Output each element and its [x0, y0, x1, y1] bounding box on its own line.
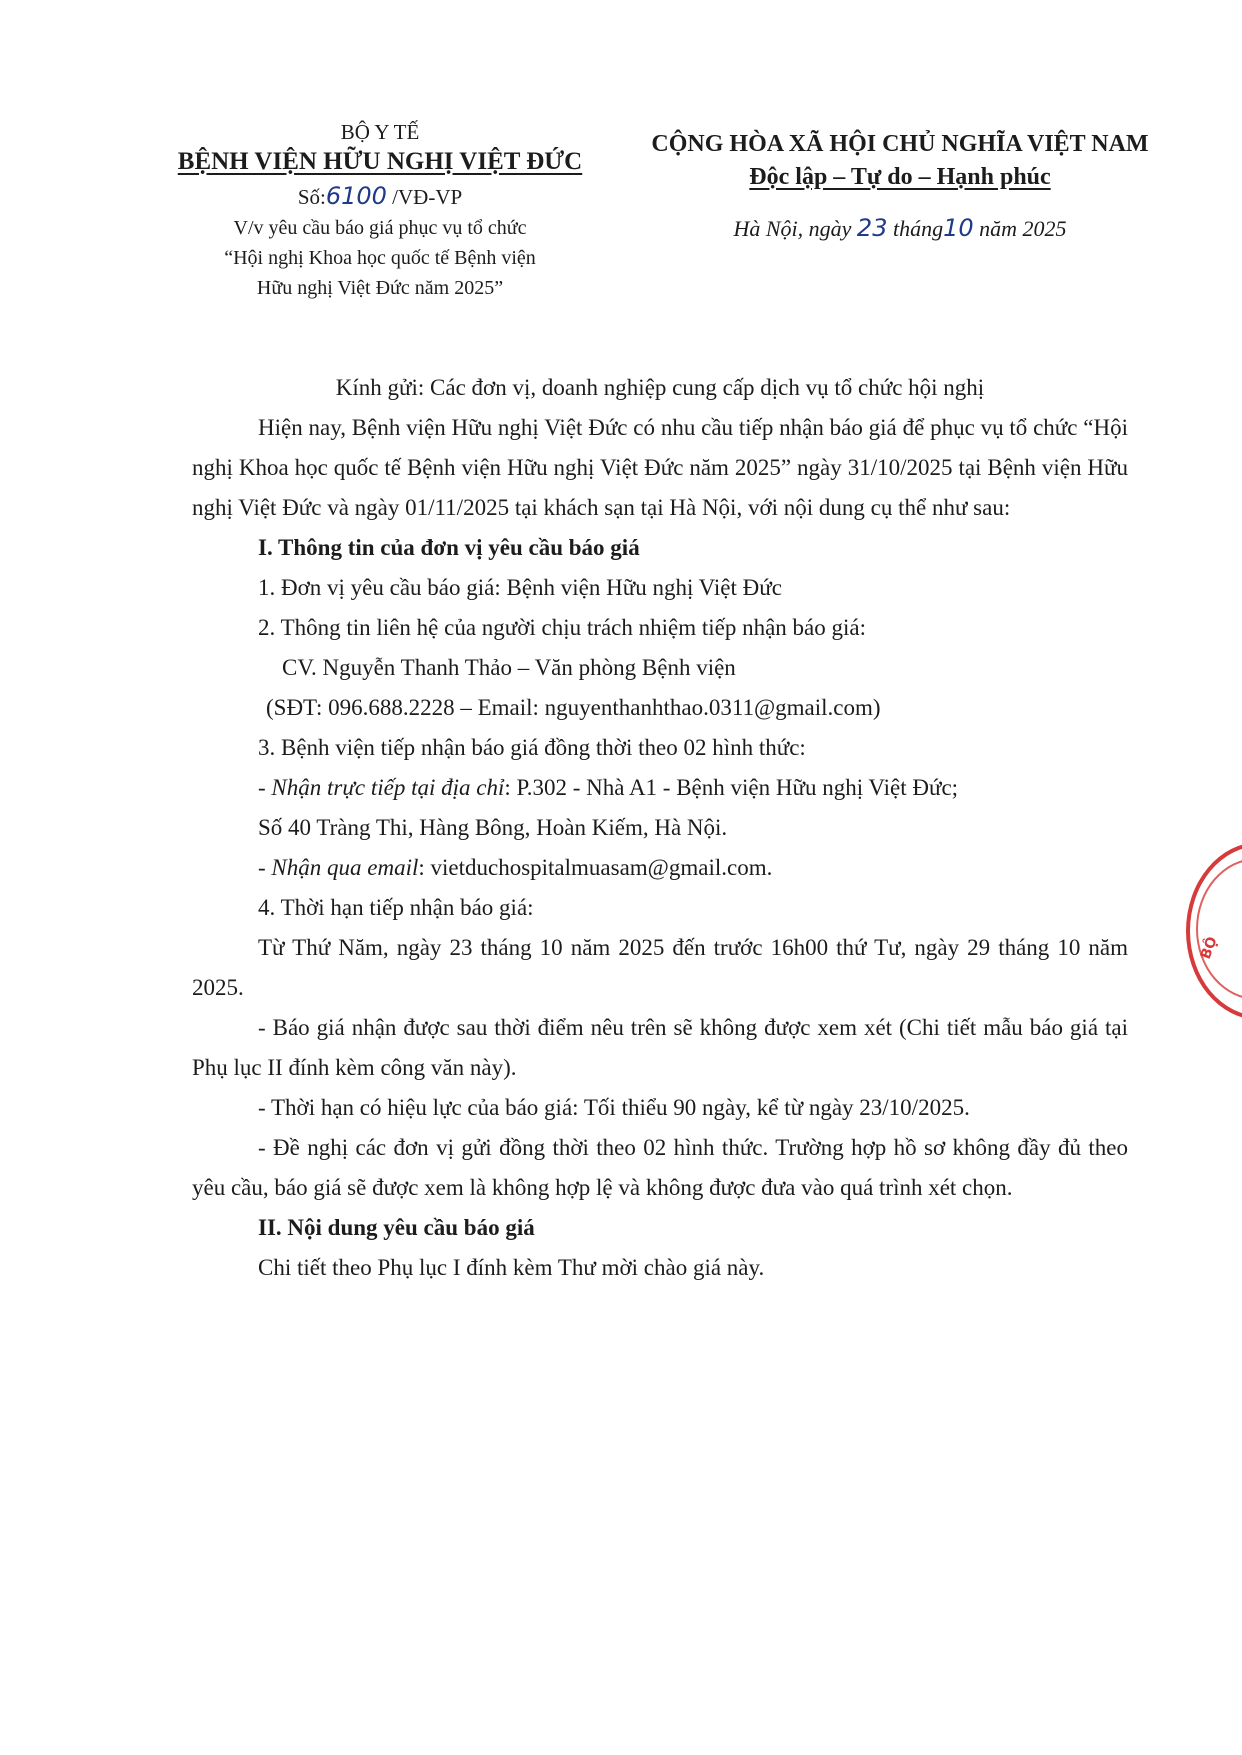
date-year: năm 2025 [973, 216, 1067, 241]
direct-submission-value: : P.302 - Nhà A1 - Bệnh viện Hữu nghị Việt Đức; [504, 775, 959, 800]
date-day-handwritten: 23 [856, 214, 888, 242]
hospital-name: BỆNH VIỆN HỮU NGHỊ VIỆT ĐỨC [177, 148, 583, 175]
note-validity: - Thời hạn có hiệu lực của báo giá: Tối thiểu 90 ngày, kể từ ngày 23/10/2025. [258, 1095, 970, 1120]
salutation: Kính gửi: Các đơn vị, doanh nghiệp cung cấp dịch vụ tổ chức hội nghị [335, 375, 985, 400]
section-2-content: Chi tiết theo Phụ lục I đính kèm Thư mời chào giá này. [258, 1255, 765, 1280]
nation-name: CỘNG HÒA XÃ HỘI CHỦ NGHĨA VIỆT NAM [651, 131, 1149, 157]
national-motto: Độc lập – Tự do – Hạnh phúc [749, 164, 1051, 190]
date-month-handwritten: 10 [943, 214, 974, 242]
email-submission-label: - Nhận qua email [258, 855, 419, 880]
section-1-title: I. Thông tin của đơn vị yêu cầu báo giá [258, 535, 640, 560]
email-submission-value: : vietduchospitalmuasam@gmail.com. [418, 855, 773, 880]
document-body [192, 368, 1128, 1288]
section-1-item-4: 4. Thời hạn tiếp nhận báo giá: [258, 895, 534, 920]
note-submission-method: - Đề nghị các đơn vị gửi đồng thời theo 02 hình thức. Trường hợp hồ sơ không đầy đủ theo yêu cầu, báo giá sẽ được xem là không hợp lệ và không được đưa vào quá trình xét chọn. [192, 1135, 1128, 1200]
subject-line: Hữu nghị Việt Đức năm 2025” [256, 277, 504, 299]
doc-number-handwritten: 6100 [325, 182, 387, 210]
section-1-item-3: 3. Bệnh viện tiếp nhận báo giá đồng thời theo 02 hình thức: [258, 735, 806, 760]
direct-submission [192, 768, 1128, 808]
direct-submission-address: Số 40 Tràng Thi, Hàng Bông, Hoàn Kiếm, Hà Nội. [258, 815, 728, 840]
doc-number-suffix: /VĐ-VP [386, 185, 463, 209]
note-late-submission: - Báo giá nhận được sau thời điểm nêu trên sẽ không được xem xét (Chi tiết mẫu báo giá tại Phụ lục II đính kèm công văn này). [192, 1015, 1128, 1080]
subject-line: V/v yêu cầu báo giá phục vụ tổ chức [233, 217, 527, 239]
doc-number-prefix: Số: [297, 185, 326, 209]
red-seal-text: BỘ [1197, 934, 1221, 962]
email-submission [192, 848, 1128, 888]
section-2-title: II. Nội dung yêu cầu báo giá [258, 1215, 535, 1240]
document-number [150, 180, 610, 213]
subject-line: “Hội nghị Khoa học quốc tế Bệnh viện [224, 247, 536, 269]
date-place: Hà Nội, ngày [733, 216, 857, 241]
ministry-name: BỘ Y TẾ [340, 120, 420, 144]
section-1-item-1: 1. Đơn vị yêu cầu báo giá: Bệnh viện Hữu nghị Việt Đức [258, 575, 782, 600]
issuer-header [150, 118, 610, 303]
section-1-item-2: 2. Thông tin liên hệ của người chịu trách nhiệm tiếp nhận báo giá: [258, 615, 866, 640]
deadline-text: Từ Thứ Năm, ngày 23 tháng 10 năm 2025 đến trước 16h00 thứ Tư, ngày 29 tháng 10 năm 2025. [192, 935, 1128, 1000]
document-subject [150, 213, 610, 303]
national-header [640, 128, 1160, 245]
date-month-label: tháng [887, 216, 944, 241]
direct-submission-label: - Nhận trực tiếp tại địa chỉ [258, 775, 505, 800]
contact-info: (SĐT: 096.688.2228 – Email: nguyenthanhthao.0311@gmail.com) [266, 695, 881, 720]
issue-date [640, 212, 1160, 245]
contact-name: CV. Nguyễn Thanh Thảo – Văn phòng Bệnh viện [282, 655, 736, 680]
intro-paragraph: Hiện nay, Bệnh viện Hữu nghị Việt Đức có nhu cầu tiếp nhận báo giá để phục vụ tổ chức “Hội nghị Khoa học quốc tế Bệnh viện Hữu nghị Việt Đức năm 2025” ngày 31/10/2025 tại Bệnh viện Hữu nghị Việt Đức và ngày 01/11/2025 tại khách sạn tại Hà Nội, với nội dung cụ thể như sau: [192, 415, 1128, 520]
